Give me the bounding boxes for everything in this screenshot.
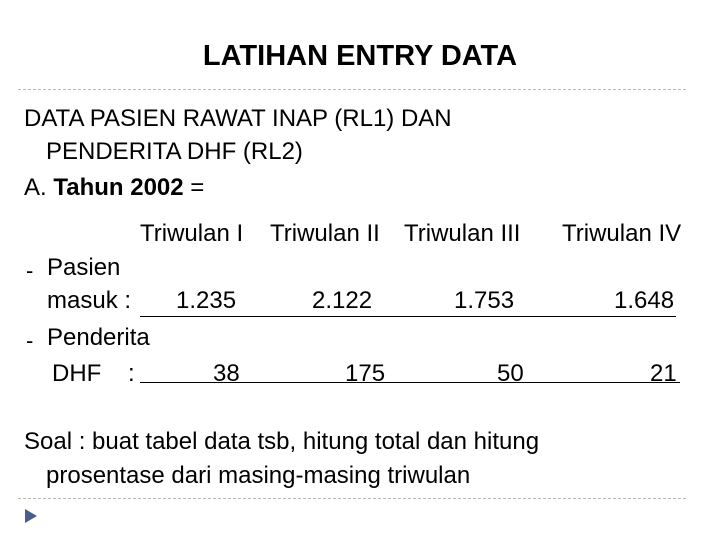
cell-pasien-tw1: 1.235 — [176, 287, 237, 314]
top-divider — [18, 89, 686, 90]
cell-pasien-tw2: 2.122 — [312, 287, 373, 314]
heading-line-1: DATA PASIEN RAWAT INAP (RL1) DAN — [24, 105, 452, 132]
section-year: Tahun 2002 — [53, 174, 184, 201]
row-label-dhf-line1: Penderita — [47, 324, 150, 351]
bottom-divider — [18, 498, 686, 499]
arrow-right-icon — [24, 508, 38, 529]
row-label-pasien-line2: masuk : — [47, 287, 132, 314]
row-pasien-underline — [140, 316, 676, 317]
heading-line-2: PENDERITA DHF (RL2) — [46, 138, 303, 165]
cell-dhf-tw4: 21 — [650, 360, 677, 387]
row-label-pasien-line1: Pasien — [47, 254, 121, 281]
row-dhf-values — [140, 360, 680, 390]
section-equals: = — [190, 174, 205, 201]
row-dhf-underline — [140, 382, 680, 383]
cell-dhf-tw2: 175 — [345, 360, 386, 387]
row-bullet-dhf: - — [26, 328, 34, 353]
cell-dhf-tw3: 50 — [497, 360, 524, 387]
cell-pasien-tw3: 1.753 — [454, 287, 515, 314]
row-bullet-pasien: - — [26, 258, 34, 283]
header-triwulan-3: Triwulan III — [404, 220, 521, 247]
question-line-1: Soal : buat tabel data tsb, hitung total dan hitung — [24, 428, 540, 455]
section-label — [24, 174, 204, 202]
cell-dhf-tw1: 38 — [213, 360, 240, 387]
cell-pasien-tw4: 1.648 — [614, 287, 675, 314]
row-pasien-values — [140, 287, 675, 317]
header-triwulan-1: Triwulan I — [140, 220, 244, 247]
section-prefix: A. — [24, 174, 47, 201]
page-title: LATIHAN ENTRY DATA — [202, 40, 518, 72]
question-line-2: prosentase dari masing-masing triwulan — [46, 462, 471, 489]
header-triwulan-4: Triwulan IV — [562, 220, 682, 247]
header-triwulan-2: Triwulan II — [270, 220, 380, 247]
row-label-dhf-line2: DHF : — [52, 360, 135, 387]
